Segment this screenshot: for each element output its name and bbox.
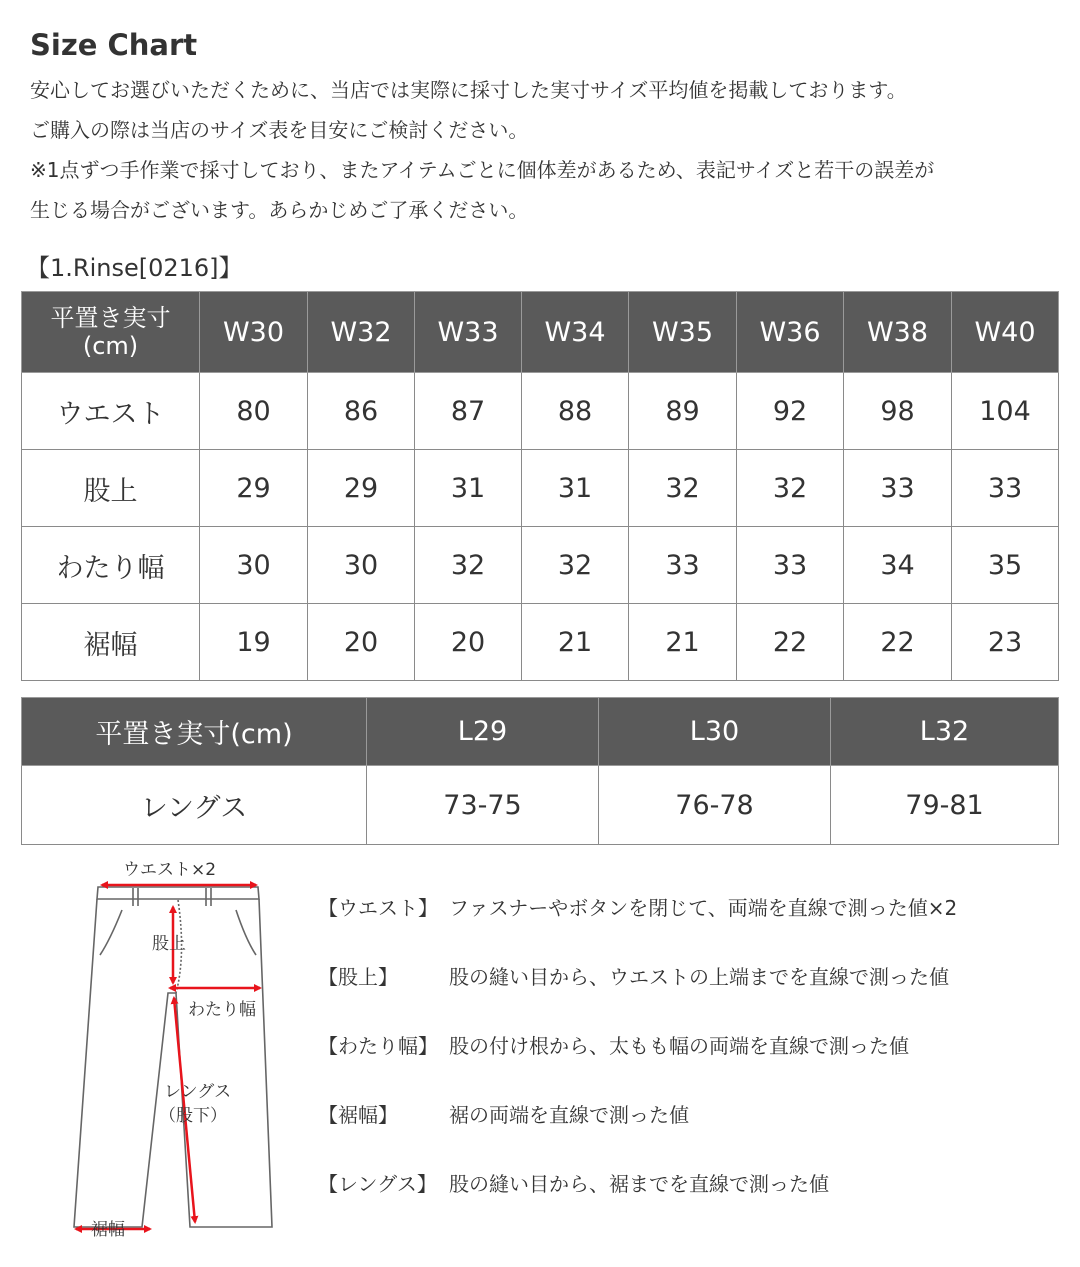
waist-size-table (21, 291, 1059, 681)
table-cell: 22 (844, 604, 952, 681)
table-row (22, 450, 1059, 527)
row-label: 裾幅 (22, 604, 200, 681)
hem-label: 裾幅 (91, 1220, 125, 1240)
table-cell: 31 (415, 450, 522, 527)
table-cell: 88 (522, 373, 629, 450)
column-header: L30 (599, 698, 831, 766)
column-header: W38 (844, 292, 952, 373)
table-cell: 33 (844, 450, 952, 527)
column-header: W34 (522, 292, 629, 373)
table-cell: 34 (844, 527, 952, 604)
waistband-outline (97, 887, 259, 899)
intro-line: ご購入の際は当店のサイズ表を目安にご検討ください。 (30, 118, 529, 142)
intro-line: ※1点ずつ手作業で採寸しており、またアイテムごとに個体差があるため、表記サイズと若干の誤差が (30, 158, 935, 182)
right-pocket (236, 910, 256, 955)
definition-term: 【ウエスト】 (318, 896, 438, 920)
table-row (22, 373, 1059, 450)
thigh-label: わたり幅 (188, 1000, 256, 1020)
corner-line: 平置き実寸 (50, 304, 171, 332)
column-header: W33 (415, 292, 522, 373)
table-cell: 73-75 (367, 766, 599, 845)
definition-text: ファスナーやボタンを閉じて、両端を直線で測った値×2 (449, 896, 958, 920)
table-cell: 92 (737, 373, 844, 450)
column-header: W40 (952, 292, 1059, 373)
table-row (22, 766, 1059, 845)
table-cell: 20 (308, 604, 415, 681)
column-header: W32 (308, 292, 415, 373)
table-cell: 32 (737, 450, 844, 527)
definition-text: 股の縫い目から、裾までを直線で測った値 (449, 1172, 829, 1196)
belt-loop-right (206, 888, 211, 906)
intro-text (30, 70, 1060, 230)
waist-label: ウエスト×2 (123, 860, 217, 880)
table-cell: 31 (522, 450, 629, 527)
definition-text: 股の縫い目から、ウエストの上端までを直線で測った値 (449, 965, 949, 989)
table-cell: 23 (952, 604, 1059, 681)
table-cell: 89 (629, 373, 737, 450)
table-cell: 98 (844, 373, 952, 450)
left-pocket (100, 910, 122, 955)
table-cell: 19 (200, 604, 308, 681)
table-row (22, 604, 1059, 681)
page-title: Size Chart (30, 28, 198, 62)
table-header-row (22, 698, 1059, 766)
column-header: W35 (629, 292, 737, 373)
section-label: 【1.Rinse[0216]】 (26, 254, 243, 282)
table-row (22, 527, 1059, 604)
table-corner-header (22, 292, 200, 373)
intro-line: 生じる場合がございます。あらかじめご了承ください。 (30, 198, 529, 222)
column-header: L32 (831, 698, 1059, 766)
table-cell: 20 (415, 604, 522, 681)
definition-term: 【レングス】 (318, 1172, 437, 1196)
table-cell: 76-78 (599, 766, 831, 845)
table-cell: 21 (629, 604, 737, 681)
table-cell: 22 (737, 604, 844, 681)
belt-loop-left (133, 888, 138, 906)
rise-label: 股上 (152, 934, 186, 954)
inseam-label: レングス (164, 1082, 232, 1102)
table-cell: 87 (415, 373, 522, 450)
table-header-row (22, 292, 1059, 373)
column-header: L29 (367, 698, 599, 766)
table-cell: 29 (308, 450, 415, 527)
column-header: W30 (200, 292, 308, 373)
definition-text: 股の付け根から、太もも幅の両端を直線で測った値 (449, 1034, 909, 1058)
table-cell: 30 (308, 527, 415, 604)
definition-term: 【股上】 (318, 965, 398, 989)
table-cell: 32 (522, 527, 629, 604)
pants-measurement-diagram (60, 855, 300, 1245)
definition-term: 【裾幅】 (318, 1103, 398, 1127)
table-cell: 30 (200, 527, 308, 604)
definition-term: 【わたり幅】 (318, 1034, 438, 1058)
table-cell: 104 (952, 373, 1059, 450)
table-cell: 35 (952, 527, 1059, 604)
table-cell: 79-81 (831, 766, 1059, 845)
corner-unit: (cm) (82, 332, 139, 360)
intro-line: 安心してお選びいただくために、当店では実際に採寸した実寸サイズ平均値を掲載しております。 (30, 78, 907, 102)
definition-text: 裾の両端を直線で測った値 (449, 1103, 689, 1127)
column-header: W36 (737, 292, 844, 373)
row-label: わたり幅 (22, 527, 200, 604)
inseam-sublabel: （股下） (159, 1106, 227, 1126)
length-size-table (21, 697, 1059, 845)
row-label: 股上 (22, 450, 200, 527)
table-corner-header: 平置き実寸(cm) (22, 698, 367, 766)
table-cell: 21 (522, 604, 629, 681)
table-cell: 29 (200, 450, 308, 527)
table-cell: 80 (200, 373, 308, 450)
table-cell: 33 (952, 450, 1059, 527)
table-cell: 32 (629, 450, 737, 527)
table-cell: 33 (629, 527, 737, 604)
table-cell: 33 (737, 527, 844, 604)
table-cell: 86 (308, 373, 415, 450)
row-label: レングス (22, 766, 367, 845)
row-label: ウエスト (22, 373, 200, 450)
table-cell: 32 (415, 527, 522, 604)
